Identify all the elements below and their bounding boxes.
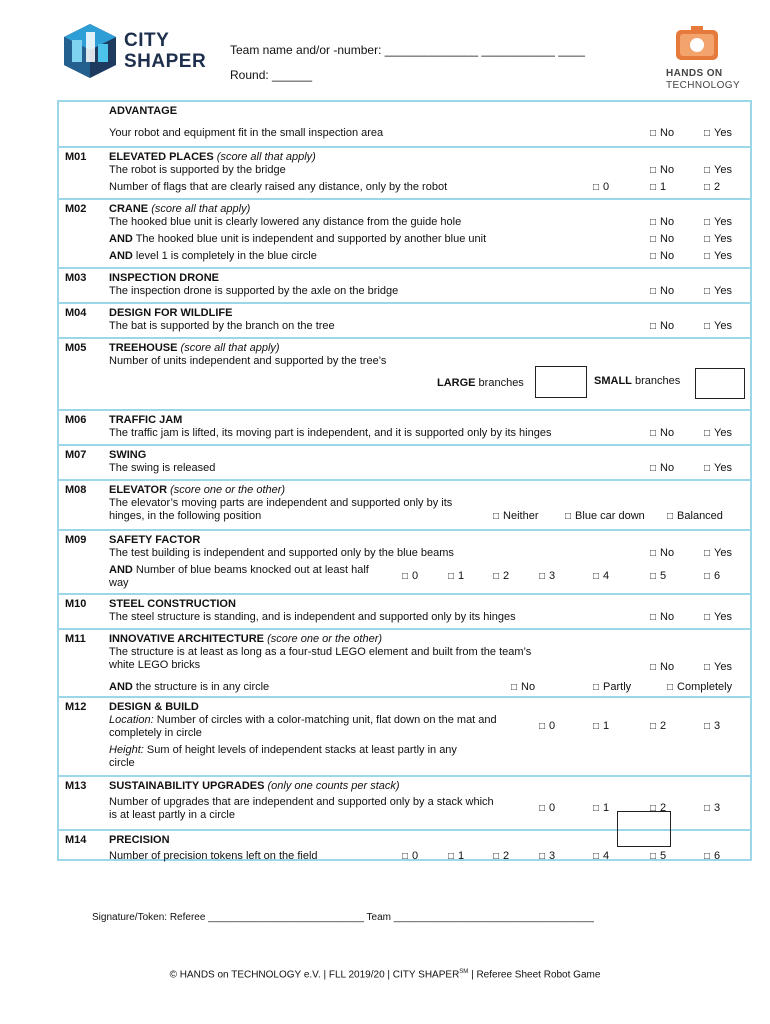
checkbox-option[interactable]: □ No bbox=[650, 216, 674, 228]
checkbox-option[interactable]: □ 0 bbox=[539, 720, 555, 732]
criterion-body: Sum of height levels of independent stacks at least partly in any bbox=[143, 744, 457, 756]
mission-title bbox=[109, 272, 219, 284]
checkbox-option[interactable]: □ 1 bbox=[650, 181, 666, 193]
mission-row bbox=[59, 479, 750, 529]
checkbox-option[interactable]: □ No bbox=[650, 547, 674, 559]
footer-text-end: | Referee Sheet Robot Game bbox=[468, 969, 601, 981]
large-branches-box[interactable] bbox=[535, 366, 587, 398]
mission-title-text: PRECISION bbox=[109, 834, 170, 846]
criterion-body: The steel structure is standing, and is independent and supported only by its hinges bbox=[109, 611, 516, 623]
criterion-body: The robot is supported by the bridge bbox=[109, 164, 286, 176]
mission-title bbox=[109, 534, 200, 546]
logo-city-word: CITY bbox=[124, 30, 170, 51]
checkbox-option[interactable]: □ 2 bbox=[650, 802, 666, 814]
large-branches-suffix: branches bbox=[475, 377, 524, 389]
criterion-body: Number of circles with a color-matching unit, flat down on the mat and bbox=[153, 714, 497, 726]
criterion-text bbox=[109, 646, 531, 672]
mission-row bbox=[59, 302, 750, 337]
checkbox-option[interactable]: □ Balanced bbox=[667, 510, 723, 522]
checkbox-option[interactable]: □ 4 bbox=[593, 570, 609, 582]
criterion-body: level 1 is completely in the blue circle bbox=[132, 250, 317, 262]
checkbox-option[interactable]: □ 3 bbox=[704, 720, 720, 732]
checkbox-option[interactable]: □ Yes bbox=[704, 320, 732, 332]
small-branches-bold: SMALL bbox=[594, 375, 632, 387]
mission-note: (score one or the other) bbox=[170, 484, 286, 496]
checkbox-option[interactable]: □ No bbox=[650, 250, 674, 262]
mission-code: M06 bbox=[65, 414, 87, 426]
checkbox-option[interactable]: □ No bbox=[650, 164, 674, 176]
mission-title bbox=[109, 307, 232, 319]
checkbox-option[interactable]: □ 3 bbox=[539, 850, 555, 862]
checkbox-option[interactable]: □ 6 bbox=[704, 850, 720, 862]
criterion-and: AND bbox=[109, 250, 133, 262]
mission-row bbox=[59, 146, 750, 198]
mission-code: M02 bbox=[65, 203, 87, 215]
mission-title bbox=[109, 342, 280, 354]
criterion-text bbox=[109, 564, 369, 590]
mission-row bbox=[59, 198, 750, 267]
large-branches-label bbox=[437, 377, 524, 389]
team-name-field[interactable]: Team name and/or -number: ______________ ___________ ____ bbox=[230, 43, 585, 57]
mission-title bbox=[109, 598, 236, 610]
mission-title bbox=[109, 633, 382, 645]
mission-title bbox=[109, 484, 285, 496]
checkbox-option[interactable]: □ No bbox=[650, 320, 674, 332]
checkbox-option[interactable]: □ 2 bbox=[704, 181, 720, 193]
footer-text: © HANDS on TECHNOLOGY e.V. | FLL 2019/20 | CITY SHAPER bbox=[169, 969, 460, 981]
criterion-body-cont: hinges, in the following position bbox=[109, 510, 262, 522]
checkbox-option[interactable]: □ Yes bbox=[704, 233, 732, 245]
criterion-label: Height: bbox=[109, 744, 144, 756]
checkbox-option[interactable]: □ 1 bbox=[448, 570, 464, 582]
signature-line[interactable]: Signature/Token: Referee ____________________________ Team ____________________________________ bbox=[92, 912, 594, 923]
checkbox-option[interactable]: □ 2 bbox=[493, 570, 509, 582]
checkbox-option[interactable]: □ Yes bbox=[704, 611, 732, 623]
criterion-body: Number of blue beams knocked out at least half bbox=[132, 564, 369, 576]
mission-title-text: DESIGN FOR WILDLIFE bbox=[109, 307, 233, 319]
mission-code: M10 bbox=[65, 598, 87, 610]
small-branches-label bbox=[594, 375, 680, 387]
mission-title-text: SUSTAINABILITY UPGRADES bbox=[109, 780, 265, 792]
mission-code: M05 bbox=[65, 342, 87, 354]
mission-code: M03 bbox=[65, 272, 87, 284]
checkbox-option[interactable]: □ Neither bbox=[493, 510, 539, 522]
checkbox-option[interactable]: □ Yes bbox=[704, 164, 732, 176]
mission-title bbox=[109, 151, 316, 163]
criterion-text bbox=[109, 796, 494, 822]
mission-title-text: STEEL CONSTRUCTION bbox=[109, 598, 236, 610]
mission-title bbox=[109, 701, 199, 713]
checkbox-option[interactable]: □ 2 bbox=[493, 850, 509, 862]
mission-title-text: ADVANTAGE bbox=[109, 105, 178, 117]
checkbox-option[interactable]: □ Completely bbox=[667, 681, 732, 693]
mission-note: (score all that apply) bbox=[151, 203, 251, 215]
checkbox-option[interactable]: □ 0 bbox=[402, 570, 418, 582]
checkbox-option[interactable]: □ 6 bbox=[704, 570, 720, 582]
mission-title bbox=[109, 780, 400, 792]
mission-title-text: ELEVATOR bbox=[109, 484, 168, 496]
criterion-text bbox=[109, 216, 461, 229]
criterion-text bbox=[109, 427, 551, 440]
mission-code: M08 bbox=[65, 484, 87, 496]
mission-row bbox=[59, 444, 750, 479]
mission-title-text: ELEVATED PLACES bbox=[109, 151, 214, 163]
mission-title bbox=[109, 834, 170, 846]
criterion-body: Number of flags that are clearly raised any distance, only by the robot bbox=[109, 181, 448, 193]
checkbox-option[interactable]: □ Partly bbox=[593, 681, 631, 693]
checkbox-option[interactable]: □ 0 bbox=[539, 802, 555, 814]
mission-code: M13 bbox=[65, 780, 87, 792]
criterion-body-cont: circle bbox=[109, 757, 135, 769]
mission-title bbox=[109, 105, 177, 117]
mission-title bbox=[109, 203, 250, 215]
mission-code: M14 bbox=[65, 834, 87, 846]
mission-title-text: TREEHOUSE bbox=[109, 342, 178, 354]
checkbox-option[interactable]: □ No bbox=[650, 661, 674, 673]
checkbox-option[interactable]: □ No bbox=[650, 427, 674, 439]
checkbox-option[interactable]: □ No bbox=[650, 285, 674, 297]
logo-hands-on-word: HANDS ON bbox=[666, 68, 723, 79]
mission-code: M09 bbox=[65, 534, 87, 546]
mission-note: (score one or the other) bbox=[267, 633, 383, 645]
criterion-body: The structure is at least as long as a four-stud LEGO element and built from the team’s bbox=[109, 646, 532, 658]
criterion-text bbox=[109, 127, 383, 140]
criterion-text bbox=[109, 681, 269, 694]
checkbox-option[interactable]: □ 1 bbox=[593, 720, 609, 732]
mission-row bbox=[59, 593, 750, 628]
mission-note: (score all that apply) bbox=[216, 151, 316, 163]
mission-row bbox=[59, 337, 750, 409]
criterion-body: Your robot and equipment fit in the small inspection area bbox=[109, 127, 384, 139]
criterion-text bbox=[109, 164, 286, 177]
mission-note: (only one counts per stack) bbox=[267, 780, 400, 792]
checkbox-option[interactable]: □ 2 bbox=[650, 720, 666, 732]
mission-code: M01 bbox=[65, 151, 87, 163]
mission-title-text: INNOVATIVE ARCHITECTURE bbox=[109, 633, 265, 645]
checkbox-option[interactable]: □ 4 bbox=[593, 850, 609, 862]
mission-code: M04 bbox=[65, 307, 87, 319]
criterion-and: AND bbox=[109, 564, 133, 576]
hands-on-technology-emblem-icon bbox=[674, 24, 720, 64]
criterion-text bbox=[109, 611, 516, 624]
checkbox-option[interactable]: □ Yes bbox=[704, 661, 732, 673]
criterion-body-cont: way bbox=[109, 577, 129, 589]
mission-row bbox=[59, 409, 750, 444]
mission-note: (score all that apply) bbox=[180, 342, 280, 354]
checkbox-option[interactable]: □ Yes bbox=[704, 547, 732, 559]
criterion-body: The swing is released bbox=[109, 462, 216, 474]
criterion-body-cont: completely in circle bbox=[109, 727, 202, 739]
logo-technology-word: TECHNOLOGY bbox=[666, 80, 741, 91]
mission-row bbox=[59, 628, 750, 696]
criterion-text bbox=[109, 320, 335, 333]
mission-code: M07 bbox=[65, 449, 87, 461]
criterion-text bbox=[109, 462, 215, 475]
criterion-and: AND bbox=[109, 233, 133, 245]
checkbox-option[interactable]: □ No bbox=[650, 233, 674, 245]
service-mark: SM bbox=[459, 969, 469, 975]
criterion-and: AND bbox=[109, 681, 133, 693]
checkbox-option[interactable]: □ Yes bbox=[704, 427, 732, 439]
criterion-text bbox=[109, 744, 457, 770]
checkbox-option[interactable]: □ 1 bbox=[448, 850, 464, 862]
checkbox-option[interactable]: □ Yes bbox=[704, 285, 732, 297]
criterion-body: The inspection drone is supported by the axle on the bridge bbox=[109, 285, 399, 297]
criterion-body: the structure is in any circle bbox=[132, 681, 270, 693]
criterion-text bbox=[109, 497, 452, 523]
checkbox-option[interactable]: □ 0 bbox=[593, 181, 609, 193]
criterion-body: The hooked blue unit is independent and supported by another blue unit bbox=[132, 233, 487, 245]
criterion-text bbox=[109, 355, 386, 368]
checkbox-option[interactable]: □ 3 bbox=[539, 570, 555, 582]
page-header bbox=[0, 0, 770, 100]
criterion-body: Number of units independent and supported by the tree’s bbox=[109, 355, 387, 367]
criterion-text bbox=[109, 233, 486, 246]
mission-row bbox=[59, 529, 750, 593]
large-branches-bold: LARGE bbox=[437, 377, 476, 389]
criterion-body: The hooked blue unit is clearly lowered any distance from the guide hole bbox=[109, 216, 462, 228]
scoring-table bbox=[57, 100, 752, 861]
mission-code: M12 bbox=[65, 701, 87, 713]
criterion-body: Number of precision tokens left on the field bbox=[109, 850, 318, 862]
checkbox-option[interactable]: □ No bbox=[650, 462, 674, 474]
small-branches-suffix: branches bbox=[631, 375, 681, 387]
mission-code: M11 bbox=[65, 633, 86, 645]
checkbox-option[interactable]: □ Yes bbox=[704, 250, 732, 262]
small-branches-box[interactable] bbox=[695, 368, 745, 399]
criterion-label: Location: bbox=[109, 714, 154, 726]
criterion-text bbox=[109, 714, 497, 740]
criterion-text bbox=[109, 850, 318, 863]
criterion-text bbox=[109, 285, 398, 298]
checkbox-option[interactable]: □ Blue car down bbox=[565, 510, 645, 522]
criterion-body: The test building is independent and supported only by the blue beams bbox=[109, 547, 454, 559]
checkbox-option[interactable]: □ Yes bbox=[704, 462, 732, 474]
logo-shaper-word: SHAPER bbox=[124, 51, 207, 72]
criterion-text bbox=[109, 250, 317, 263]
checkbox-option[interactable]: □ No bbox=[511, 681, 535, 693]
criterion-body: Number of upgrades that are independent and supported only by a stack which bbox=[109, 796, 494, 808]
mission-title-text: INSPECTION DRONE bbox=[109, 272, 220, 284]
checkbox-option[interactable]: □ 0 bbox=[402, 850, 418, 862]
criterion-body: The traffic jam is lifted, its moving part is independent, and it is supported only by its hinges bbox=[109, 427, 552, 439]
mission-row bbox=[59, 696, 750, 775]
checkbox-option[interactable]: □ 5 bbox=[650, 570, 666, 582]
mission-title-text: DESIGN & BUILD bbox=[109, 701, 199, 713]
checkbox-option[interactable]: □ 1 bbox=[593, 802, 609, 814]
criterion-body-cont: is at least partly in a circle bbox=[109, 809, 235, 821]
criterion-body-cont: white LEGO bricks bbox=[109, 659, 201, 671]
mission-title bbox=[109, 414, 182, 426]
criterion-text bbox=[109, 181, 447, 194]
criterion-body: The elevator’s moving parts are independent and supported only by its bbox=[109, 497, 453, 509]
mission-title-text: SAFETY FACTOR bbox=[109, 534, 201, 546]
checkbox-option[interactable]: □ 3 bbox=[704, 802, 720, 814]
checkbox-option[interactable]: □ No bbox=[650, 611, 674, 623]
city-shaper-emblem-icon bbox=[62, 22, 118, 80]
criterion-text bbox=[109, 547, 454, 560]
height-sum-box[interactable] bbox=[617, 811, 671, 847]
round-field[interactable]: Round: ______ bbox=[230, 68, 313, 82]
mission-title-text: CRANE bbox=[109, 203, 149, 215]
criterion-body: The bat is supported by the branch on the tree bbox=[109, 320, 335, 332]
city-shaper-logo bbox=[62, 22, 222, 82]
hands-on-technology-logo bbox=[662, 24, 752, 94]
checkbox-option[interactable]: □ Yes bbox=[704, 216, 732, 228]
mission-title-text: SWING bbox=[109, 449, 147, 461]
mission-title-text: TRAFFIC JAM bbox=[109, 414, 183, 426]
mission-title bbox=[109, 449, 146, 461]
mission-row bbox=[59, 267, 750, 302]
checkbox-option[interactable]: □ No bbox=[650, 127, 674, 139]
checkbox-option[interactable]: □ Yes bbox=[704, 127, 732, 139]
checkbox-option[interactable]: □ 5 bbox=[650, 850, 666, 862]
mission-row bbox=[59, 102, 750, 146]
page-footer bbox=[0, 969, 770, 980]
